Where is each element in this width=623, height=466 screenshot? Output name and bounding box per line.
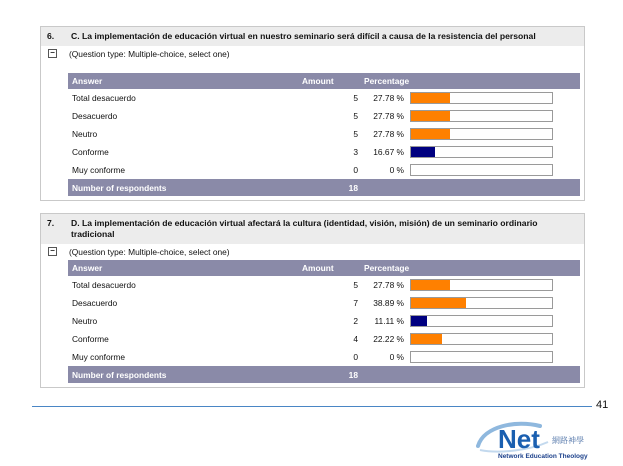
answer-amount: 4: [353, 334, 358, 344]
answer-label: Conforme: [72, 147, 109, 157]
respondents-label: Number of respondents: [68, 179, 302, 196]
question-panel-6: [40, 26, 585, 201]
respondents-total: 18: [302, 179, 364, 196]
percentage-bar-fill: [411, 147, 435, 157]
column-header-percentage: Percentage: [364, 260, 580, 276]
answer-amount: 7: [353, 298, 358, 308]
answer-amount: 5: [353, 93, 358, 103]
net-logo: [470, 416, 620, 464]
percentage-bar: [410, 92, 553, 104]
question-header: [41, 214, 584, 244]
answer-percentage: 27.78 %: [373, 111, 404, 121]
question-title: C. La implementación de educación virtual en nuestro seminario será difícil a causa de la resistencia del personal: [71, 31, 536, 41]
percentage-bar-fill: [411, 111, 450, 121]
answer-amount: 2: [353, 316, 358, 326]
respondents-total: 18: [302, 366, 364, 383]
answer-label: Desacuerdo: [72, 111, 118, 121]
answer-percentage: 11.11 %: [374, 316, 404, 326]
answer-percentage: 27.78 %: [373, 280, 404, 290]
results-body: [68, 276, 580, 366]
table-row: [68, 89, 580, 107]
percentage-bar-fill: [411, 280, 450, 290]
table-row: [68, 294, 580, 312]
question-type-note: (Question type: Multiple-choice, select one): [69, 246, 230, 257]
percentage-bar-fill: [411, 316, 427, 326]
percentage-bar: [410, 164, 553, 176]
page-number: 41: [596, 399, 609, 411]
respondents-row: [68, 179, 580, 196]
answer-label: Conforme: [72, 334, 109, 344]
column-header-amount: Amount: [302, 73, 364, 89]
table-row: [68, 107, 580, 125]
question-type-note: (Question type: Multiple-choice, select one): [69, 48, 230, 59]
question-title: D. La implementación de educación virtual afectará la cultura (identidad, visión, misión) de un seminario ordinario tradicional: [71, 218, 538, 239]
results-body: [68, 89, 580, 179]
answer-amount: 5: [353, 129, 358, 139]
percentage-bar-fill: [411, 93, 450, 103]
percentage-bar-fill: [411, 129, 450, 139]
table-row: [68, 312, 580, 330]
logo-chinese: 網路神學: [552, 436, 584, 445]
answer-amount: 0: [353, 352, 358, 362]
answer-label: Desacuerdo: [72, 298, 118, 308]
percentage-bar: [410, 146, 553, 158]
answer-label: Neutro: [72, 316, 98, 326]
answer-label: Muy conforme: [72, 352, 126, 362]
percentage-bar: [410, 110, 553, 122]
respondents-label: Number of respondents: [68, 366, 302, 383]
table-row: [68, 143, 580, 161]
footer-rule: [32, 406, 592, 407]
percentage-bar-fill: [411, 334, 442, 344]
question-number: 6.: [47, 31, 55, 41]
collapse-toggle-icon[interactable]: −: [48, 247, 57, 256]
answer-label: Muy conforme: [72, 165, 126, 175]
percentage-bar: [410, 279, 553, 291]
answer-percentage: 22.22 %: [373, 334, 404, 344]
percentage-bar: [410, 128, 553, 140]
column-header-answer: Answer: [68, 73, 302, 89]
question-number: 7.: [47, 218, 55, 228]
answer-amount: 0: [353, 165, 358, 175]
table-header-row: [68, 73, 580, 89]
logo-subtitle: Network Education Theology: [498, 453, 588, 460]
column-header-answer: Answer: [68, 260, 302, 276]
answer-percentage: 0 %: [389, 165, 404, 175]
percentage-bar: [410, 351, 553, 363]
answer-percentage: 38.89 %: [373, 298, 404, 308]
respondents-row: [68, 366, 580, 383]
question-type-row: [41, 244, 584, 259]
percentage-bar: [410, 333, 553, 345]
answer-amount: 3: [353, 147, 358, 157]
results-table: [68, 73, 580, 196]
table-row: [68, 125, 580, 143]
table-header-row: [68, 260, 580, 276]
answer-label: Total desacuerdo: [72, 93, 136, 103]
percentage-bar: [410, 315, 553, 327]
answer-label: Neutro: [72, 129, 98, 139]
percentage-bar: [410, 297, 553, 309]
answer-label: Total desacuerdo: [72, 280, 136, 290]
question-type-row: [41, 46, 584, 61]
logo-word: Net: [498, 424, 540, 454]
collapse-toggle-icon[interactable]: −: [48, 49, 57, 58]
answer-percentage: 27.78 %: [373, 129, 404, 139]
table-row: [68, 348, 580, 366]
column-header-amount: Amount: [302, 260, 364, 276]
table-row: [68, 330, 580, 348]
answer-percentage: 0 %: [389, 352, 404, 362]
answer-percentage: 16.67 %: [373, 147, 404, 157]
answer-amount: 5: [353, 111, 358, 121]
question-panel-7: [40, 213, 585, 388]
answer-percentage: 27.78 %: [373, 93, 404, 103]
table-row: [68, 276, 580, 294]
answer-amount: 5: [353, 280, 358, 290]
results-table: [68, 260, 580, 383]
percentage-bar-fill: [411, 298, 466, 308]
question-header: [41, 27, 584, 46]
column-header-percentage: Percentage: [364, 73, 580, 89]
table-row: [68, 161, 580, 179]
